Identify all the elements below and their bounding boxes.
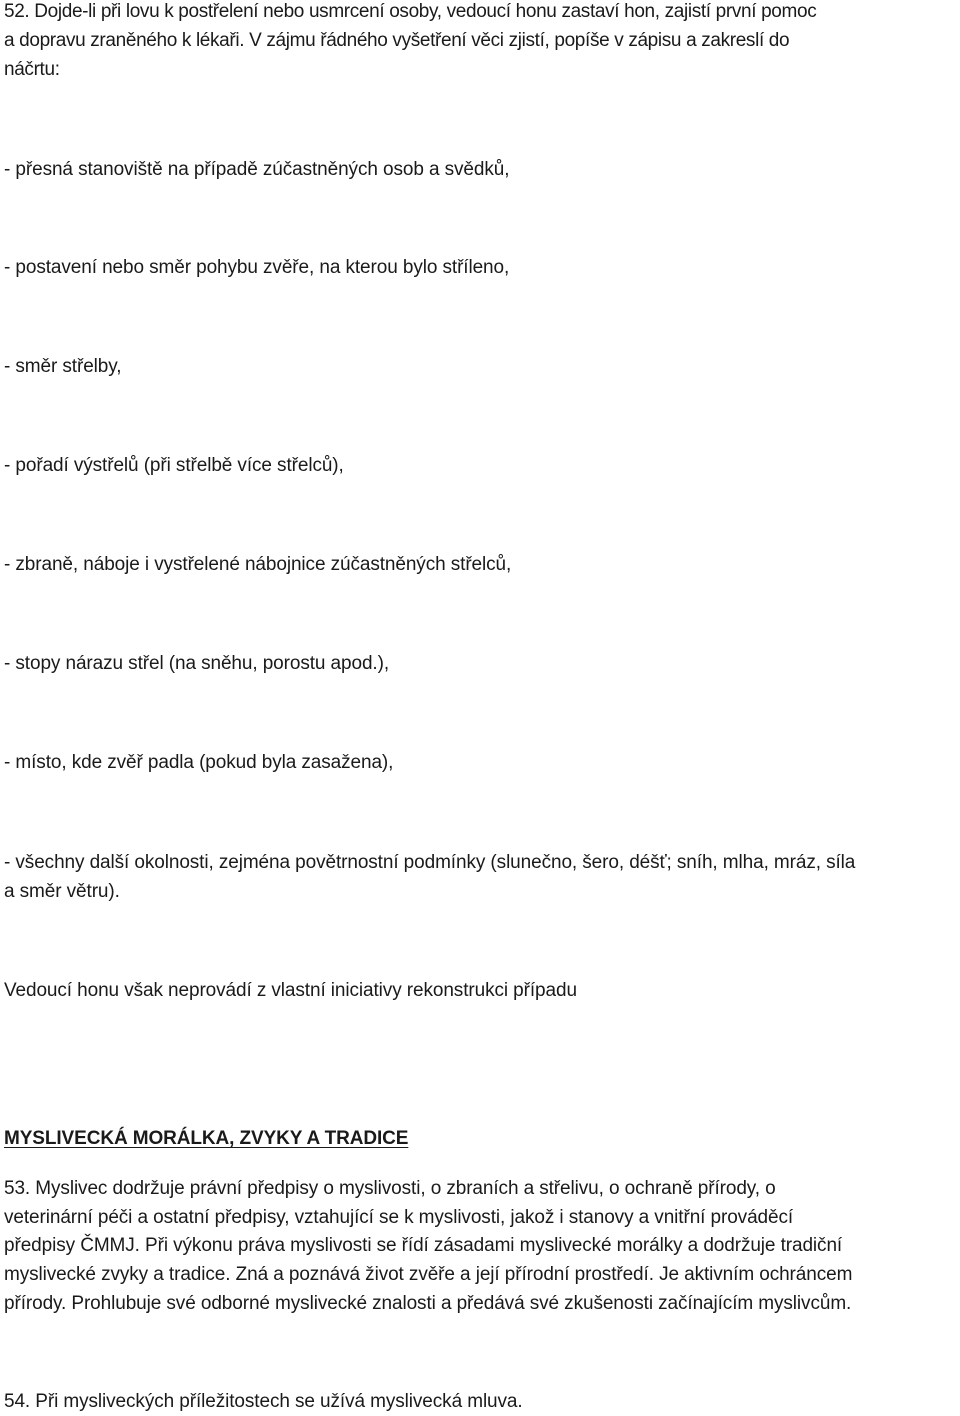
section-heading: MYSLIVECKÁ MORÁLKA, ZVYKY A TRADICE bbox=[4, 1128, 409, 1149]
item53-line-3: předpisy ČMMJ. Při výkonu práva myslivosti se řídí zásadami myslivecké morálky a dodržuje tradiční bbox=[4, 1235, 843, 1256]
item52-bullet-1: - přesná stanoviště na případě zúčastněných osob a svědků, bbox=[4, 159, 510, 180]
item52-last-bullet-line-1: - všechny další okolnosti, zejména povětrnostní podmínky (slunečno, šero, déšť; sníh, mlha, mráz, síla bbox=[4, 852, 856, 873]
item53-line-1: 53. Myslivec dodržuje právní předpisy o myslivosti, o zbraních a střelivu, o ochraně přírody, o bbox=[4, 1178, 776, 1199]
item52-intro-line-3: náčrtu: bbox=[4, 59, 60, 80]
item52-last-bullet-line-2: a směr větru). bbox=[4, 881, 120, 902]
item52-intro-line-2: a dopravu zraněného k lékaři. V zájmu řádného vyšetření věci zjistí, popíše v zápisu a zakreslí do bbox=[4, 30, 790, 51]
item52-bullet-6: - stopy nárazu střel (na sněhu, porostu apod.), bbox=[4, 653, 390, 674]
item53-line-4: myslivecké zvyky a tradice. Zná a poznává život zvěře a její přírodní prostředí. Je aktivním ochráncem bbox=[4, 1264, 853, 1285]
item52-bullet-7: - místo, kde zvěř padla (pokud byla zasažena), bbox=[4, 752, 394, 773]
item52-bullet-3: - směr střelby, bbox=[4, 356, 122, 377]
item52-note: Vedoucí honu však neprovádí z vlastní iniciativy rekonstrukci případu bbox=[4, 980, 577, 1001]
item54-line: 54. Při mysliveckých příležitostech se užívá myslivecká mluva. bbox=[4, 1391, 523, 1412]
item52-intro-line-1: 52. Dojde-li při lovu k postřelení nebo usmrcení osoby, vedoucí honu zastaví hon, zajistí první pomoc bbox=[4, 1, 817, 22]
item52-bullet-4: - pořadí výstřelů (při střelbě více střelců), bbox=[4, 455, 344, 476]
item52-bullet-2: - postavení nebo směr pohybu zvěře, na kterou bylo stříleno, bbox=[4, 257, 510, 278]
item53-line-5: přírody. Prohlubuje své odborné myslivecké znalosti a předává své zkušenosti začínajícím myslivcům. bbox=[4, 1293, 852, 1314]
item53-line-2: veterinární péči a ostatní předpisy, vztahující se k myslivosti, jakož i stanovy a vnitřní prováděcí bbox=[4, 1207, 794, 1228]
item52-bullet-5: - zbraně, náboje i vystřelené nábojnice zúčastněných střelců, bbox=[4, 554, 512, 575]
